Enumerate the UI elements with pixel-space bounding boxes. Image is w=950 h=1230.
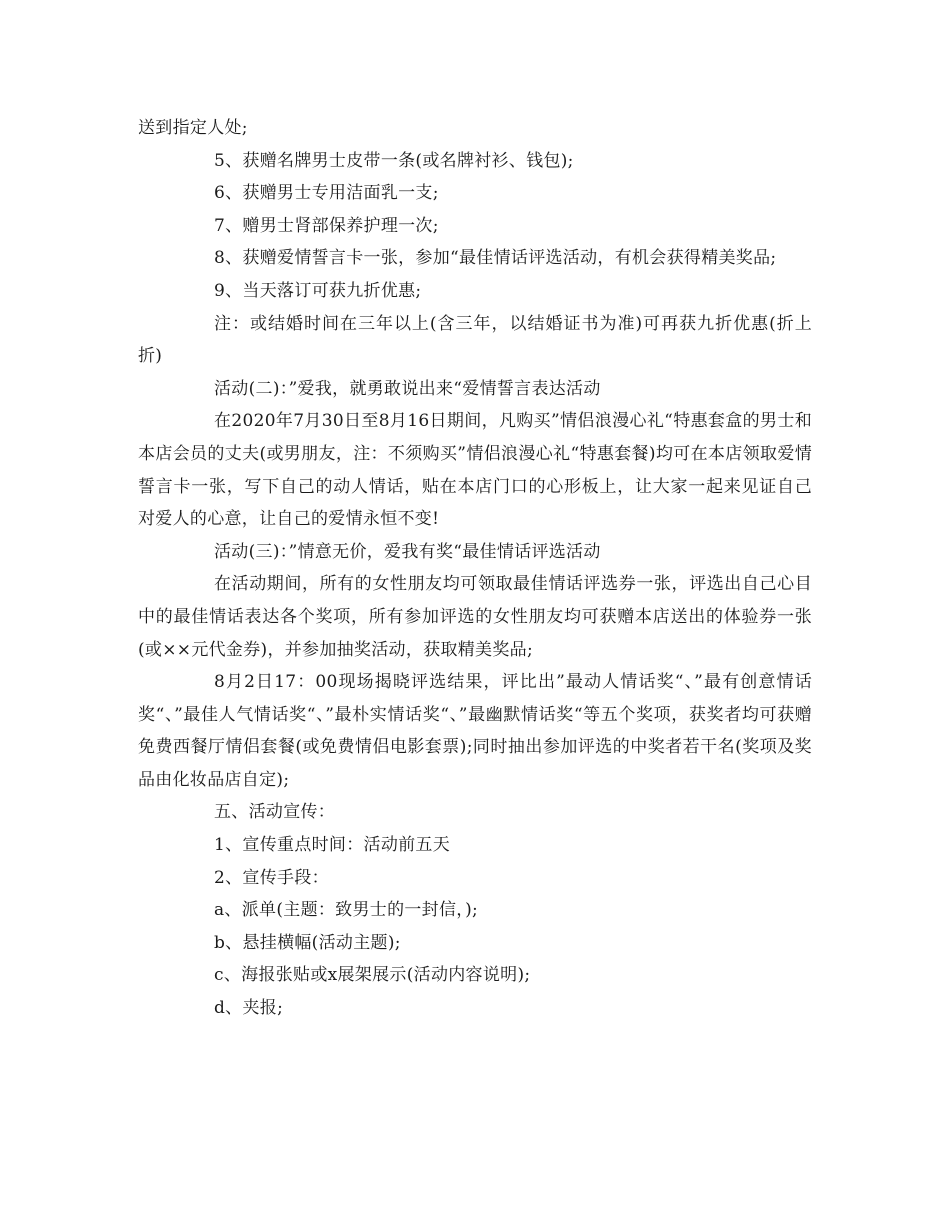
- paragraph: 8月2日17：00现场揭晓评选结果，评比出”最动人情话奖“、”最有创意情话奖“、”最佳人气情话奖“、”最朴实情话奖“、”最幽默情话奖“等五个奖项，获奖者均可获赠免费西餐厅情侣套餐(或免费情侣电影套票);同时抽出参加评选的中奖者若干名(奖项及奖品由化妆品店自定);: [138, 672, 812, 790]
- paragraph: d、夹报;: [214, 998, 284, 1019]
- paragraph: 活动(二)：”爱我，就勇敢说出来“爱情誓言表达活动: [214, 378, 601, 399]
- paragraph: 活动(三)：”情意无价，爱我有奖“最佳情话评选活动: [214, 541, 601, 562]
- paragraph: 在2020年7月30日至8月16日期间，凡购买”情侣浪漫心礼“特惠套盒的男士和本店会员的丈夫(或男朋友，注：不须购买”情侣浪漫心礼“特惠套餐)均可在本店领取爱情誓言卡一张，写下自己的动人情话，贴在本店门口的心形板上，让大家一起来见证自己对爱人的心意，让自己的爱情永恒不变!: [138, 411, 812, 530]
- paragraph: 8、获赠爱情誓言卡一张，参加“最佳情话评选活动，有机会获得精美奖品;: [214, 248, 777, 269]
- paragraph: 7、赠男士肾部保养护理一次;: [214, 215, 439, 236]
- paragraph: a、派单(主题：致男士的一封信，);: [214, 900, 479, 921]
- document-body: [138, 112, 812, 1025]
- paragraph: 2、宣传手段：: [214, 867, 329, 888]
- paragraph: 在活动期间，所有的女性朋友均可领取最佳情话评选券一张，评选出自己心目中的最佳情话表达各个奖项，所有参加评选的女性朋友均可获赠本店送出的体验券一张(或××元代金券)，并参加抽奖活动，获取精美奖品;: [138, 574, 812, 660]
- paragraph: 5、获赠名牌男士皮带一条(或名牌衬衫、钱包);: [214, 150, 574, 171]
- paragraph: 9、当天落订可获九折优惠;: [214, 280, 422, 301]
- paragraph: 五、活动宣传：: [214, 802, 336, 823]
- paragraph: 1、宣传重点时间：活动前五天: [214, 835, 451, 856]
- paragraph: b、悬挂横幅(活动主题);: [214, 932, 401, 953]
- paragraph: 注：或结婚时间在三年以上(含三年，以结婚证书为准)可再获九折优惠(折上折): [138, 313, 812, 367]
- paragraph: 6、获赠男士专用洁面乳一支;: [214, 183, 439, 204]
- paragraph: c、海报张贴或x展架展示(活动内容说明);: [214, 965, 531, 986]
- paragraph: 送到指定人处;: [138, 118, 248, 138]
